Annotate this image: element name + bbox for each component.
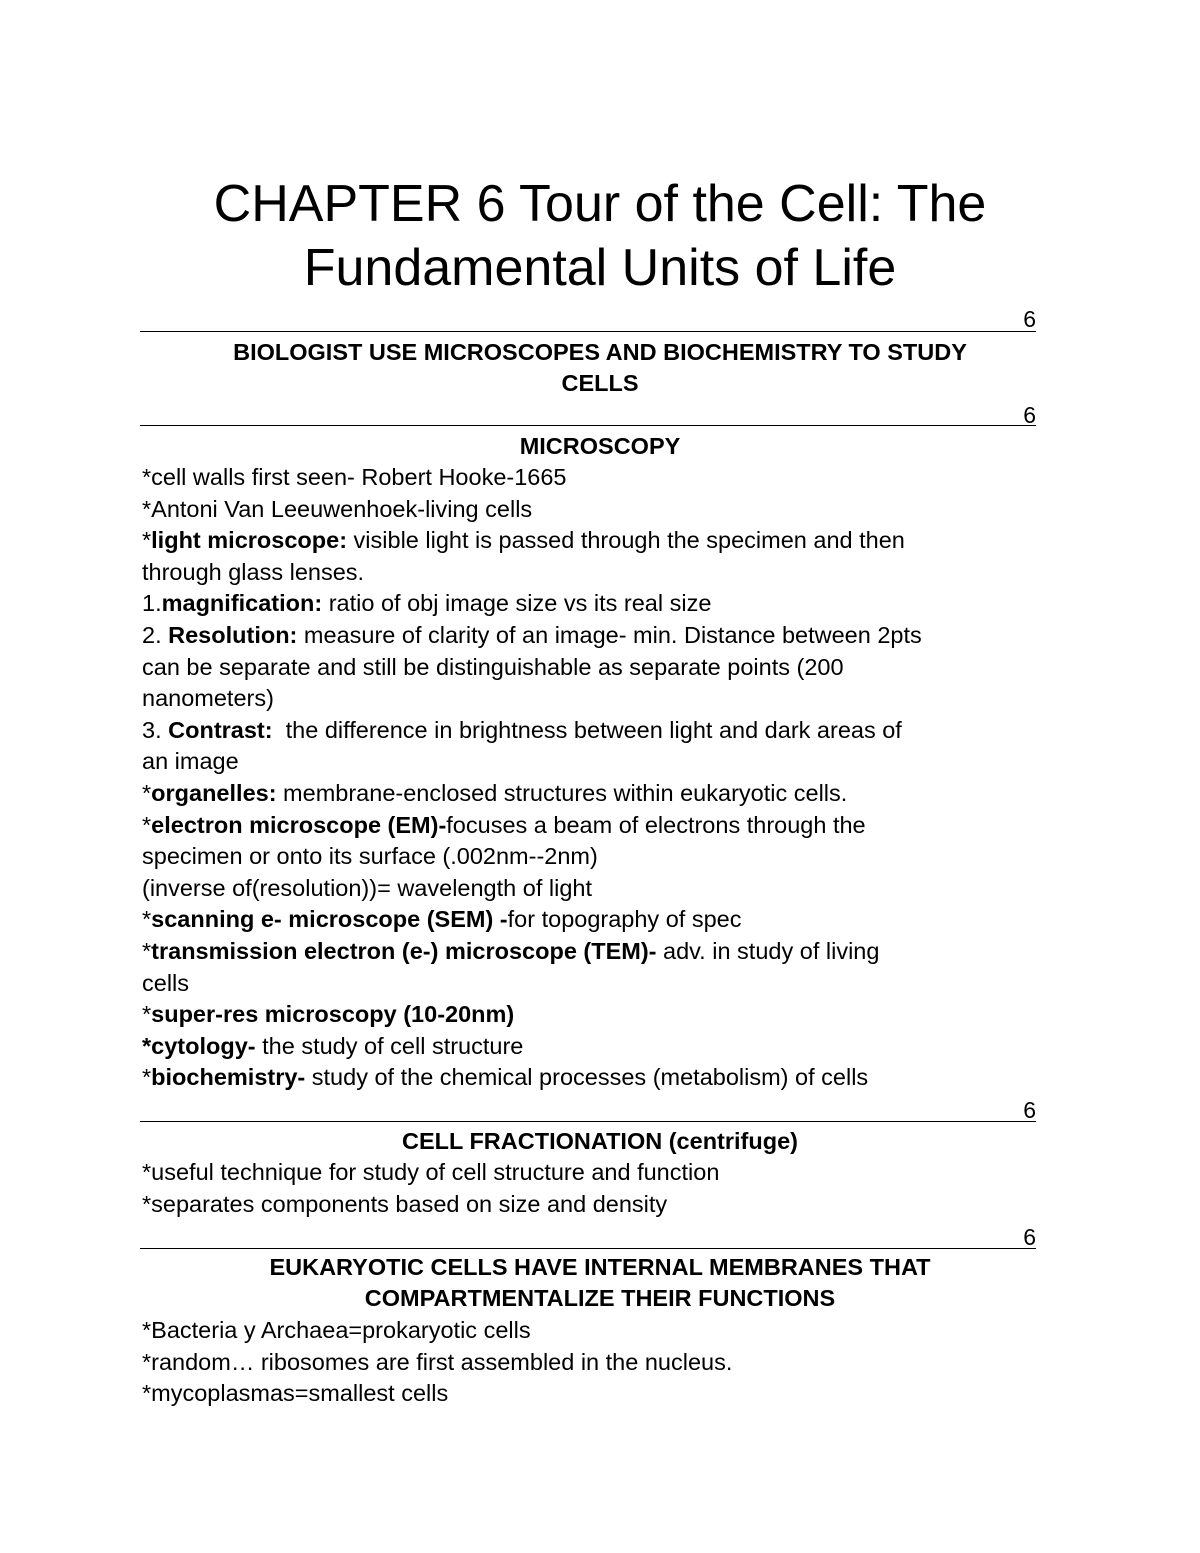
page-number-marker: 6 (1023, 402, 1036, 428)
microscopy-notes (142, 462, 1062, 1094)
note-line: (inverse of(resolution))= wavelength of light (142, 874, 592, 901)
eukaryotic-notes (142, 1315, 1062, 1410)
note-line: *super-res microscopy (10-20nm) (142, 1001, 515, 1028)
note-line: *Bacteria y Archaea=prokaryotic cells (142, 1317, 531, 1343)
section-heading-microscopy (140, 431, 1060, 462)
note-line: specimen or onto its surface (.002nm--2nm) (142, 843, 598, 870)
section-heading-biologist (140, 337, 1060, 399)
note-line: *cell walls first seen- Robert Hooke-1665 (142, 464, 567, 490)
page-number-marker: 6 (1023, 1224, 1036, 1250)
note-line: cells (142, 969, 190, 996)
section-heading-cell-fractionation (140, 1126, 1060, 1157)
heading-line: MICROSCOPY (519, 433, 681, 459)
note-line: 3. Contrast: the difference in brightness between light and dark areas of (142, 716, 902, 743)
note-line: through glass lenses. (142, 558, 365, 585)
section-divider (140, 331, 1036, 332)
note-line: *transmission electron (e-) microscope (TEM)- adv. in study of living (142, 937, 880, 964)
section-heading-eukaryotic (140, 1252, 1060, 1314)
note-line: *scanning e- microscope (SEM) -for topography of spec (142, 906, 742, 933)
heading-line: EUKARYOTIC CELLS HAVE INTERNAL MEMBRANES THAT (269, 1254, 931, 1280)
chapter-title (140, 172, 1060, 300)
page-number-marker: 6 (1023, 306, 1036, 332)
page-number-marker: 6 (1023, 1097, 1036, 1123)
note-line: *separates components based on size and density (142, 1190, 668, 1217)
heading-line: CELL FRACTIONATION (centrifuge) (401, 1128, 798, 1154)
note-line: *useful technique for study of cell structure and function (142, 1159, 720, 1185)
section-divider (140, 1121, 1036, 1122)
note-line: *random… ribosomes are first assembled in the nucleus. (142, 1348, 733, 1375)
section-divider (140, 425, 1036, 426)
heading-line: CELLS (561, 370, 639, 396)
section-divider (140, 1248, 1036, 1249)
note-line: an image (142, 748, 239, 775)
note-line: *biochemistry- study of the chemical processes (metabolism) of cells (142, 1064, 869, 1091)
note-line: can be separate and still be distinguishable as separate points (200 (142, 653, 844, 680)
chapter-title-line-1: CHAPTER 6 Tour of the Cell: The (213, 175, 987, 233)
note-line: 1.magnification: ratio of obj image size vs its real size (142, 590, 712, 617)
note-line: nanometers) (142, 685, 274, 712)
note-line: *mycoplasmas=smallest cells (142, 1380, 449, 1407)
note-line: 2. Resolution: measure of clarity of an image- min. Distance between 2pts (142, 621, 922, 648)
note-line: *electron microscope (EM)-focuses a beam of electrons through the (142, 811, 866, 838)
heading-line: COMPARTMENTALIZE THEIR FUNCTIONS (364, 1285, 836, 1311)
heading-line: BIOLOGIST USE MICROSCOPES AND BIOCHEMISTRY TO STUDY (233, 339, 967, 365)
note-line: *cytology- the study of cell structure (142, 1032, 524, 1059)
note-line: *light microscope: visible light is passed through the specimen and then (142, 527, 905, 554)
note-line: *organelles: membrane-enclosed structures within eukaryotic cells. (142, 779, 848, 806)
note-line: *Antoni Van Leeuwenhoek-living cells (142, 495, 533, 522)
fractionation-notes (142, 1157, 1062, 1220)
chapter-title-line-2: Fundamental Units of Life (303, 239, 897, 297)
